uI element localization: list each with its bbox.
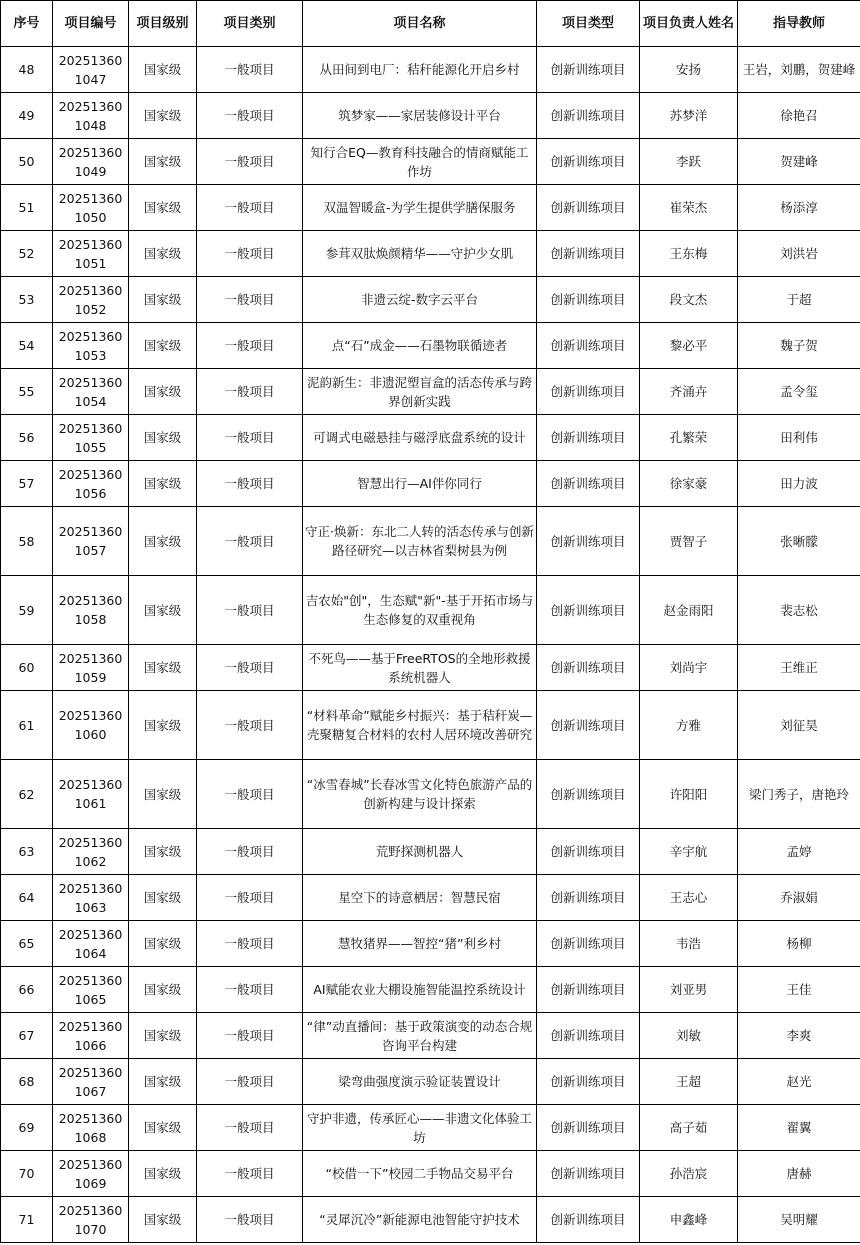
cell-project-name: “校借一下”校园二手物品交易平台 xyxy=(303,1151,537,1197)
cell-type: 创新训练项目 xyxy=(537,645,640,691)
cell-category: 一般项目 xyxy=(197,1059,303,1105)
table-row xyxy=(1,921,860,967)
cell-project-name: 泥韵新生：非遗泥塑盲盒的活态传承与跨界创新实践 xyxy=(303,369,537,415)
cell-project-name: 可调式电磁悬挂与磁浮底盘系统的设计 xyxy=(303,415,537,461)
cell-project-no: 202513601067 xyxy=(53,1059,129,1105)
cell-advisor: 杨添淳 xyxy=(738,185,860,231)
cell-advisor: 唐赫 xyxy=(738,1151,860,1197)
cell-project-name: 非遗云绽-数字云平台 xyxy=(303,277,537,323)
header-type: 项目类型 xyxy=(537,1,640,47)
cell-advisor: 赵光 xyxy=(738,1059,860,1105)
cell-type: 创新训练项目 xyxy=(537,1151,640,1197)
cell-project-name: “材料革命”赋能乡村振兴：基于秸秆炭—壳聚糖复合材料的农村人居环境改善研究 xyxy=(303,691,537,760)
cell-seq: 61 xyxy=(1,691,53,760)
cell-seq: 58 xyxy=(1,507,53,576)
cell-seq: 49 xyxy=(1,93,53,139)
cell-type: 创新训练项目 xyxy=(537,277,640,323)
cell-level: 国家级 xyxy=(129,93,197,139)
cell-leader: 刘尚宇 xyxy=(640,645,738,691)
cell-leader: 孙浩宸 xyxy=(640,1151,738,1197)
cell-leader: 黎必平 xyxy=(640,323,738,369)
cell-category: 一般项目 xyxy=(197,93,303,139)
header-name: 项目名称 xyxy=(303,1,537,47)
cell-category: 一般项目 xyxy=(197,415,303,461)
cell-seq: 54 xyxy=(1,323,53,369)
cell-advisor: 王岩，刘鹏，贺建峰 xyxy=(738,47,860,93)
cell-type: 创新训练项目 xyxy=(537,93,640,139)
cell-category: 一般项目 xyxy=(197,829,303,875)
cell-category: 一般项目 xyxy=(197,277,303,323)
cell-level: 国家级 xyxy=(129,185,197,231)
cell-level: 国家级 xyxy=(129,875,197,921)
cell-leader: 方雅 xyxy=(640,691,738,760)
cell-category: 一般项目 xyxy=(197,691,303,760)
cell-project-name: 知行合EQ—教育科技融合的情商赋能工作坊 xyxy=(303,139,537,185)
cell-type: 创新训练项目 xyxy=(537,1059,640,1105)
cell-advisor: 孟婷 xyxy=(738,829,860,875)
cell-type: 创新训练项目 xyxy=(537,507,640,576)
cell-level: 国家级 xyxy=(129,461,197,507)
cell-project-no: 202513601051 xyxy=(53,231,129,277)
cell-project-name: 守正·焕新：东北二人转的活态传承与创新路径研究—以吉林省梨树县为例 xyxy=(303,507,537,576)
cell-seq: 48 xyxy=(1,47,53,93)
cell-project-name: 点“石”成金——石墨物联循迹者 xyxy=(303,323,537,369)
cell-level: 国家级 xyxy=(129,645,197,691)
header-project-no: 项目编号 xyxy=(53,1,129,47)
table-row xyxy=(1,967,860,1013)
table-row xyxy=(1,369,860,415)
cell-seq: 51 xyxy=(1,185,53,231)
cell-level: 国家级 xyxy=(129,691,197,760)
cell-type: 创新训练项目 xyxy=(537,691,640,760)
cell-project-no: 202513601065 xyxy=(53,967,129,1013)
cell-seq: 63 xyxy=(1,829,53,875)
cell-type: 创新训练项目 xyxy=(537,47,640,93)
cell-leader: 王东梅 xyxy=(640,231,738,277)
cell-seq: 59 xyxy=(1,576,53,645)
cell-leader: 齐涌卉 xyxy=(640,369,738,415)
cell-category: 一般项目 xyxy=(197,576,303,645)
cell-type: 创新训练项目 xyxy=(537,139,640,185)
cell-project-name: 慧牧猪界——智控“猪”利乡村 xyxy=(303,921,537,967)
cell-seq: 67 xyxy=(1,1013,53,1059)
cell-advisor: 梁门秀子，唐艳玲 xyxy=(738,760,860,829)
cell-category: 一般项目 xyxy=(197,1105,303,1151)
cell-category: 一般项目 xyxy=(197,47,303,93)
cell-level: 国家级 xyxy=(129,231,197,277)
cell-seq: 68 xyxy=(1,1059,53,1105)
cell-project-no: 202513601062 xyxy=(53,829,129,875)
cell-category: 一般项目 xyxy=(197,1151,303,1197)
cell-project-no: 202513601049 xyxy=(53,139,129,185)
cell-project-no: 202513601047 xyxy=(53,47,129,93)
cell-advisor: 王佳 xyxy=(738,967,860,1013)
table-row xyxy=(1,691,860,760)
table-row xyxy=(1,185,860,231)
cell-leader: 赵金雨阳 xyxy=(640,576,738,645)
table-row xyxy=(1,277,860,323)
cell-project-no: 202513601060 xyxy=(53,691,129,760)
header-category: 项目类别 xyxy=(197,1,303,47)
cell-leader: 辛宇航 xyxy=(640,829,738,875)
cell-advisor: 裴志松 xyxy=(738,576,860,645)
cell-level: 国家级 xyxy=(129,507,197,576)
cell-project-no: 202513601057 xyxy=(53,507,129,576)
cell-leader: 段文杰 xyxy=(640,277,738,323)
cell-level: 国家级 xyxy=(129,760,197,829)
table-header-row xyxy=(1,1,860,47)
cell-project-name: “灵犀沉冷”新能源电池智能守护技术 xyxy=(303,1197,537,1243)
table-row xyxy=(1,1105,860,1151)
cell-level: 国家级 xyxy=(129,1059,197,1105)
cell-seq: 53 xyxy=(1,277,53,323)
cell-project-name: 筑梦家——家居装修设计平台 xyxy=(303,93,537,139)
cell-type: 创新训练项目 xyxy=(537,1105,640,1151)
header-level: 项目级别 xyxy=(129,1,197,47)
cell-type: 创新训练项目 xyxy=(537,829,640,875)
cell-level: 国家级 xyxy=(129,829,197,875)
cell-category: 一般项目 xyxy=(197,921,303,967)
cell-advisor: 贺建峰 xyxy=(738,139,860,185)
cell-type: 创新训练项目 xyxy=(537,231,640,277)
cell-category: 一般项目 xyxy=(197,760,303,829)
cell-type: 创新训练项目 xyxy=(537,415,640,461)
cell-seq: 62 xyxy=(1,760,53,829)
header-seq: 序号 xyxy=(1,1,53,47)
cell-level: 国家级 xyxy=(129,576,197,645)
cell-project-name: “律”动直播间：基于政策演变的动态合规咨询平台构建 xyxy=(303,1013,537,1059)
cell-seq: 52 xyxy=(1,231,53,277)
cell-level: 国家级 xyxy=(129,277,197,323)
cell-project-no: 202513601054 xyxy=(53,369,129,415)
cell-level: 国家级 xyxy=(129,921,197,967)
cell-advisor: 田利伟 xyxy=(738,415,860,461)
table-row xyxy=(1,760,860,829)
table-row xyxy=(1,645,860,691)
cell-level: 国家级 xyxy=(129,369,197,415)
cell-level: 国家级 xyxy=(129,967,197,1013)
cell-category: 一般项目 xyxy=(197,1197,303,1243)
cell-advisor: 孟令玺 xyxy=(738,369,860,415)
cell-level: 国家级 xyxy=(129,47,197,93)
cell-category: 一般项目 xyxy=(197,645,303,691)
cell-advisor: 于超 xyxy=(738,277,860,323)
cell-project-name: AI赋能农业大棚设施智能温控系统设计 xyxy=(303,967,537,1013)
cell-type: 创新训练项目 xyxy=(537,323,640,369)
cell-type: 创新训练项目 xyxy=(537,576,640,645)
cell-seq: 66 xyxy=(1,967,53,1013)
cell-project-no: 202513601052 xyxy=(53,277,129,323)
cell-level: 国家级 xyxy=(129,1105,197,1151)
cell-type: 创新训练项目 xyxy=(537,185,640,231)
table-row xyxy=(1,829,860,875)
cell-project-no: 202513601048 xyxy=(53,93,129,139)
cell-project-no: 202513601064 xyxy=(53,921,129,967)
cell-advisor: 魏子贺 xyxy=(738,323,860,369)
cell-leader: 王志心 xyxy=(640,875,738,921)
cell-category: 一般项目 xyxy=(197,461,303,507)
header-leader: 项目负责人姓名 xyxy=(640,1,738,47)
cell-project-name: “冰雪春城”长春冰雪文化特色旅游产品的创新构建与设计探索 xyxy=(303,760,537,829)
cell-level: 国家级 xyxy=(129,1151,197,1197)
table-row xyxy=(1,93,860,139)
cell-category: 一般项目 xyxy=(197,323,303,369)
cell-project-name: 荒野探测机器人 xyxy=(303,829,537,875)
table-row xyxy=(1,1013,860,1059)
cell-advisor: 刘洪岩 xyxy=(738,231,860,277)
cell-seq: 57 xyxy=(1,461,53,507)
cell-project-no: 202513601058 xyxy=(53,576,129,645)
cell-type: 创新训练项目 xyxy=(537,461,640,507)
cell-project-no: 202513601069 xyxy=(53,1151,129,1197)
cell-type: 创新训练项目 xyxy=(537,369,640,415)
cell-category: 一般项目 xyxy=(197,967,303,1013)
cell-project-name: 梁弯曲强度演示验证装置设计 xyxy=(303,1059,537,1105)
cell-project-no: 202513601050 xyxy=(53,185,129,231)
cell-advisor: 田力波 xyxy=(738,461,860,507)
table-row xyxy=(1,576,860,645)
cell-category: 一般项目 xyxy=(197,507,303,576)
cell-leader: 贾智子 xyxy=(640,507,738,576)
cell-category: 一般项目 xyxy=(197,1013,303,1059)
cell-project-no: 202513601061 xyxy=(53,760,129,829)
cell-level: 国家级 xyxy=(129,1013,197,1059)
cell-advisor: 杨柳 xyxy=(738,921,860,967)
table-row xyxy=(1,875,860,921)
table-row xyxy=(1,323,860,369)
cell-level: 国家级 xyxy=(129,139,197,185)
cell-seq: 64 xyxy=(1,875,53,921)
cell-leader: 徐家豪 xyxy=(640,461,738,507)
cell-type: 创新训练项目 xyxy=(537,875,640,921)
cell-leader: 刘亚男 xyxy=(640,967,738,1013)
cell-seq: 50 xyxy=(1,139,53,185)
header-advisor: 指导教师 xyxy=(738,1,860,47)
cell-project-name: 智慧出行—AI伴你同行 xyxy=(303,461,537,507)
cell-project-name: 星空下的诗意栖居：智慧民宿 xyxy=(303,875,537,921)
cell-category: 一般项目 xyxy=(197,231,303,277)
cell-project-no: 202513601059 xyxy=(53,645,129,691)
cell-leader: 孔繁荣 xyxy=(640,415,738,461)
cell-seq: 60 xyxy=(1,645,53,691)
cell-leader: 王超 xyxy=(640,1059,738,1105)
cell-level: 国家级 xyxy=(129,415,197,461)
cell-project-no: 202513601070 xyxy=(53,1197,129,1243)
cell-type: 创新训练项目 xyxy=(537,921,640,967)
cell-project-no: 202513601055 xyxy=(53,415,129,461)
cell-advisor: 张晰朦 xyxy=(738,507,860,576)
cell-seq: 70 xyxy=(1,1151,53,1197)
cell-leader: 韦浩 xyxy=(640,921,738,967)
cell-advisor: 乔淑娟 xyxy=(738,875,860,921)
table-row xyxy=(1,1151,860,1197)
cell-leader: 安扬 xyxy=(640,47,738,93)
cell-advisor: 翟翼 xyxy=(738,1105,860,1151)
table-row xyxy=(1,47,860,93)
cell-leader: 崔荣杰 xyxy=(640,185,738,231)
table-row xyxy=(1,231,860,277)
table-body xyxy=(1,47,860,1243)
cell-category: 一般项目 xyxy=(197,875,303,921)
cell-seq: 69 xyxy=(1,1105,53,1151)
cell-category: 一般项目 xyxy=(197,369,303,415)
cell-project-name: 不死鸟——基于FreeRTOS的全地形救援系统机器人 xyxy=(303,645,537,691)
table-row xyxy=(1,1197,860,1243)
cell-type: 创新训练项目 xyxy=(537,760,640,829)
cell-project-no: 202513601056 xyxy=(53,461,129,507)
cell-project-name: 双温智暖盒-为学生提供学膳保服务 xyxy=(303,185,537,231)
cell-leader: 高子茹 xyxy=(640,1105,738,1151)
cell-seq: 55 xyxy=(1,369,53,415)
cell-project-no: 202513601053 xyxy=(53,323,129,369)
cell-advisor: 吴明耀 xyxy=(738,1197,860,1243)
cell-leader: 刘敏 xyxy=(640,1013,738,1059)
cell-advisor: 李爽 xyxy=(738,1013,860,1059)
cell-level: 国家级 xyxy=(129,1197,197,1243)
table-row xyxy=(1,507,860,576)
cell-type: 创新训练项目 xyxy=(537,1013,640,1059)
cell-project-no: 202513601068 xyxy=(53,1105,129,1151)
table-row xyxy=(1,1059,860,1105)
cell-advisor: 徐艳召 xyxy=(738,93,860,139)
cell-type: 创新训练项目 xyxy=(537,967,640,1013)
cell-seq: 56 xyxy=(1,415,53,461)
table-row xyxy=(1,139,860,185)
cell-advisor: 刘征昊 xyxy=(738,691,860,760)
cell-level: 国家级 xyxy=(129,323,197,369)
cell-leader: 李跃 xyxy=(640,139,738,185)
cell-seq: 65 xyxy=(1,921,53,967)
cell-project-name: 吉农始"创"，生态赋"新"-基于开拓市场与生态修复的双重视角 xyxy=(303,576,537,645)
cell-leader: 许阳阳 xyxy=(640,760,738,829)
cell-category: 一般项目 xyxy=(197,185,303,231)
cell-leader: 苏梦洋 xyxy=(640,93,738,139)
cell-project-name: 从田间到电厂：秸秆能源化开启乡村 xyxy=(303,47,537,93)
cell-project-no: 202513601066 xyxy=(53,1013,129,1059)
table-row xyxy=(1,461,860,507)
cell-category: 一般项目 xyxy=(197,139,303,185)
table-row xyxy=(1,415,860,461)
cell-advisor: 王维正 xyxy=(738,645,860,691)
cell-type: 创新训练项目 xyxy=(537,1197,640,1243)
cell-project-no: 202513601063 xyxy=(53,875,129,921)
cell-leader: 申鑫峰 xyxy=(640,1197,738,1243)
cell-project-name: 参茸双肽焕颜精华——守护少女肌 xyxy=(303,231,537,277)
cell-project-name: 守护非遗，传承匠心——非遗文化体验工坊 xyxy=(303,1105,537,1151)
cell-seq: 71 xyxy=(1,1197,53,1243)
